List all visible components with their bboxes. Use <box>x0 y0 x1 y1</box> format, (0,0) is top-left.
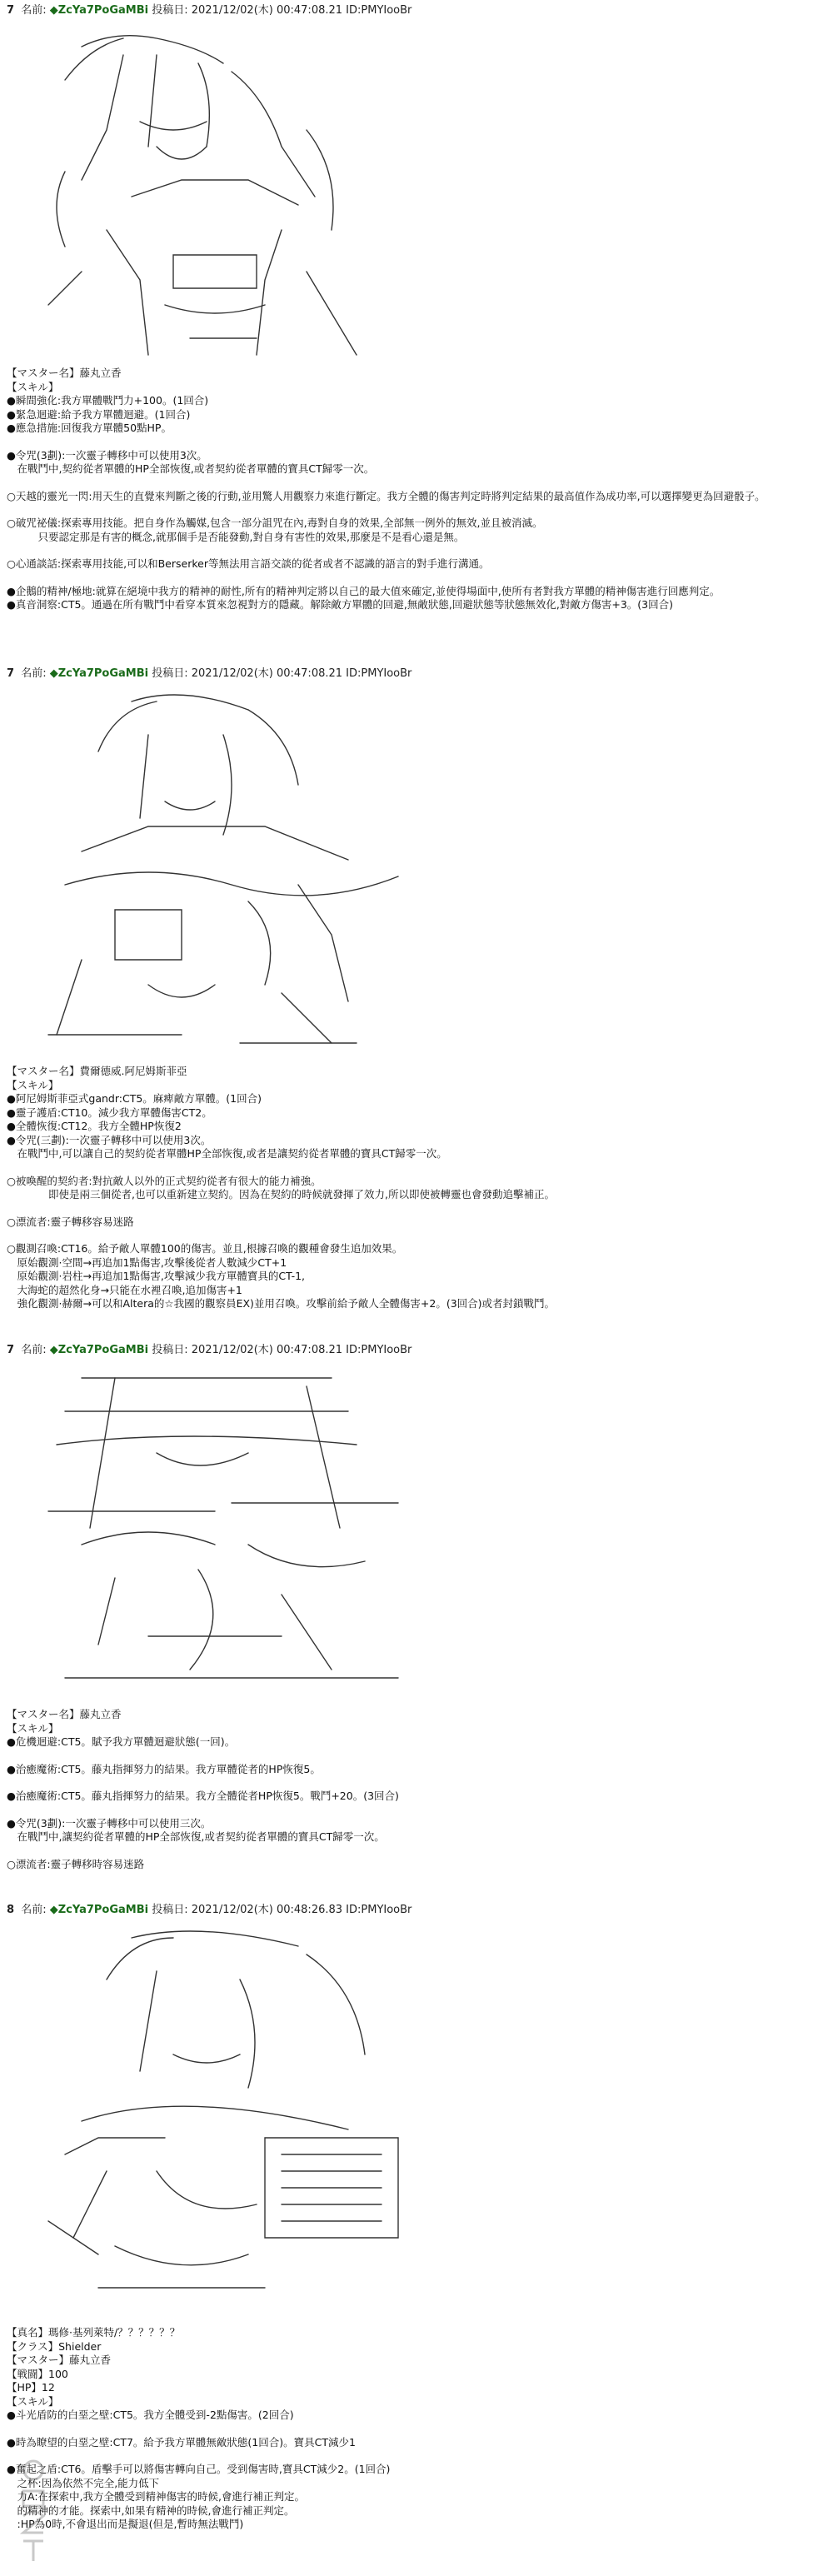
date-label: 投稿日: <box>152 1904 188 1916</box>
post-date: 2021/12/02(木) 00:47:08.21 <box>191 667 343 680</box>
date-label: 投稿日: <box>152 1344 188 1356</box>
post-id: ID:PMYIooBr <box>346 667 412 680</box>
line: ●瞬間強化:我方單體戰鬥力+100。(1回合) <box>7 394 209 407</box>
line: ○天越的靈光一閃:用天生的直覺來判斷之後的行動,並用驚人用觀察力來進行斷定。我方全體的傷害判定時將判定結果的最高值作為成功率,可以選擇變更為回避骰子。 <box>7 489 766 502</box>
line-gap <box>7 2423 823 2436</box>
line: ●令咒(三劃):一次靈子轉移中可以使用3次。 <box>7 1133 212 1146</box>
ascii-art-portrait <box>32 22 431 362</box>
line: ●治癒魔術:CT5。藤丸指揮努力的結果。我方全體從者HP恢復5。戰鬥+20。(3回合) <box>7 1790 399 1802</box>
post-header <box>7 666 826 681</box>
line-gap <box>7 436 823 449</box>
line-gap <box>7 2449 823 2463</box>
post-4 <box>7 1903 826 2532</box>
line: 【スキル】 <box>7 1078 59 1091</box>
line: 【マスター】藤丸立香 <box>7 2354 112 2366</box>
line-gap <box>7 1804 823 1817</box>
line: 原始觀測·岩柱→再追加1點傷害,攻擊減少我方單體寶具的CT-1, <box>7 1270 306 1282</box>
post-date: 2021/12/02(木) 00:47:08.21 <box>191 4 343 17</box>
line: ●緊急迴避:給予我方單體迴避。(1回合) <box>7 407 191 421</box>
line: ●全體恢復:CT12。我方全體HP恢復2 <box>7 1120 182 1132</box>
line: 力A:在探索中,我方全體受到精神傷害的時候,會進行補正判定。 <box>7 2490 305 2503</box>
poster-name: ◆ZcYa7PoGaMBi <box>49 1904 149 1916</box>
post-number[interactable]: 7 <box>7 4 15 17</box>
post-header <box>7 1343 826 1358</box>
poster-name: ◆ZcYa7PoGaMBi <box>49 1344 149 1356</box>
line: ○觀測召喚:CT16。給予敵人單體100的傷害。並且,根據召喚的觀種會發生追加效果。 <box>7 1242 403 1255</box>
line: ○心通談話:探索專用技能,可以和Berserker等無法用言語交談的從者或者不認識的語言的對手進行溝通。 <box>7 557 490 570</box>
post-number[interactable]: 8 <box>7 1904 15 1916</box>
post-id: ID:PMYIooBr <box>346 1904 412 1916</box>
line: ●應急措施:回復我方單體50點HP。 <box>7 422 172 434</box>
line: 【真名】瑪修·基列萊特/？？？？？？ <box>7 2326 181 2339</box>
site-watermark-logo <box>8 2458 58 2566</box>
line-gap <box>7 1776 823 1790</box>
date-label: 投稿日: <box>152 4 188 17</box>
line: 只要認定那是有害的概念,就那個手是否能發動,對自身有害性的效果,那麼是不是看心還是無。 <box>7 530 465 543</box>
line: ○漂流者:靈子轉移容易迷路 <box>7 1215 134 1228</box>
date-label: 投稿日: <box>152 667 188 680</box>
post-3 <box>7 1343 826 1871</box>
line: 【戦闘】100 <box>7 2367 68 2380</box>
line: 【HP】12 <box>7 2381 55 2394</box>
post-2 <box>7 666 826 1311</box>
line: ●真音洞察:CT5。通過在所有戰鬥中看穿本質來忽視對方的隱藏。解除敵方單體的回避,無敵狀態,回避狀態等狀態無效化,對敵方傷害+3。(3回合) <box>7 598 673 611</box>
line-gap <box>7 1229 823 1242</box>
line: ●時為瞭望的白堊之壁:CT7。給予我方單體無敵狀態(1回合)。寶具CT減少1 <box>7 2435 356 2449</box>
post-date: 2021/12/02(木) 00:47:08.21 <box>191 1344 343 1356</box>
ascii-art-portrait <box>32 685 431 1060</box>
line: ●危機迴避:CT5。賦予我方單體迴避狀態(一回)。 <box>7 1735 236 1748</box>
line: 的精神的才能。探索中,如果有精神的時候,會進行補正判定。 <box>7 2504 295 2517</box>
line-gap <box>7 477 823 490</box>
post-header <box>7 3 826 18</box>
line-gap <box>7 503 823 517</box>
line-gap <box>7 544 823 557</box>
line: 在戰鬥中,讓契約從者單體的HP全部恢復,或者契約從者單體的寶具CT歸零一次。 <box>7 1830 385 1843</box>
line: ●奮起之盾:CT6。盾擊手可以將傷害轉向自己。受到傷害時,寶具CT減少2。(1回合) <box>7 2463 391 2475</box>
post-number[interactable]: 7 <box>7 667 15 680</box>
name-label: 名前: <box>21 667 47 680</box>
line: ○被喚醒的契約者:對抗敵人以外的正式契約從者有很大的能力補強。 <box>7 1174 322 1187</box>
post-header <box>7 1903 826 1918</box>
line: 之杯:因為依然不完全,能力低下 <box>7 2476 160 2489</box>
line: 【マスター名】藤丸立香 <box>7 1708 122 1720</box>
line: 【マスター名】藤丸立香 <box>7 367 122 379</box>
ascii-art-portrait <box>32 1361 431 1703</box>
line: ●令咒(3劃):一次靈子轉移中可以使用三次。 <box>7 1816 212 1830</box>
line: 在戰鬥中,可以讓自己的契約從者單體HP全部恢復,或者是讓契約從者單體的寶具CT歸零一次。 <box>7 1147 447 1160</box>
line: 大海蛇的超然化身→只能在水裡召喚,追加傷害+1 <box>7 1283 242 1296</box>
poster-name: ◆ZcYa7PoGaMBi <box>49 667 149 680</box>
line-gap <box>7 572 823 585</box>
post-number[interactable]: 7 <box>7 1344 15 1356</box>
post-1 <box>7 3 826 612</box>
line: 即使是兩三個從者,也可以重新建立契約。因為在契約的時候就發揮了效力,所以即使被轉靈也會發動追擊補正。 <box>7 1188 555 1201</box>
name-label: 名前: <box>21 1904 47 1916</box>
line-gap <box>7 1202 823 1216</box>
line: 【マスター名】費爾德威.阿尼姆斯菲亞 <box>7 1065 187 1077</box>
line: ●阿尼姆斯菲亞式gandr:CT5。麻痺敵方單體。(1回合) <box>7 1092 262 1105</box>
post-id: ID:PMYIooBr <box>346 1344 412 1356</box>
line: ●企鵝的精神/極地:就算在絕境中我方的精神的耐性,所有的精神判定將以自己的最大值來確定,並使得場面中,使所有者對我方單體的精神傷害進行回應判定。 <box>7 584 721 597</box>
line: 【スキル】 <box>7 380 59 393</box>
post-date: 2021/12/02(木) 00:48:26.83 <box>191 1904 343 1916</box>
line: ○破咒祕儀:探索專用技能。把自身作為觸媒,包含一部分詛咒在內,毒對自身的效果,全部無一例外的無效,並且被消滅。 <box>7 517 543 529</box>
line-gap <box>7 1750 823 1763</box>
line: ●治癒魔術:CT5。藤丸指揮努力的結果。我方單體從者的HP恢復5。 <box>7 1762 321 1775</box>
line: 在戰鬥中,契約從者單體的HP全部恢復,或者契約從者單體的寶具CT歸零一次。 <box>7 462 375 475</box>
line: 【スキル】 <box>7 1721 59 1735</box>
line: 強化觀測·赫爾→可以和Altera的☆我國的觀察員EX)並用召喚。攻擊前給予敵人全體傷害+2。(3回合)或者封鎖戰鬥。 <box>7 1297 556 1310</box>
post-body <box>7 367 826 612</box>
post-id: ID:PMYIooBr <box>346 4 412 17</box>
line: :HP為0時,不會退出而是擬退(但是,暫時無法戰鬥) <box>7 2518 244 2530</box>
line: ●令咒(3劃):一次靈子轉移中可以使用3次。 <box>7 448 207 462</box>
line: 【スキル】 <box>7 2394 59 2408</box>
ascii-art-portrait <box>32 1921 431 2321</box>
line: ●靈子護盾:CT10。減少我方單體傷害CT2。 <box>7 1106 212 1119</box>
post-body <box>7 2326 826 2532</box>
name-label: 名前: <box>21 4 47 17</box>
line: 【クラス】Shielder <box>7 2339 102 2353</box>
line-gap <box>7 1161 823 1175</box>
line: ○漂流者:靈子轉移時容易迷路 <box>7 1857 145 1870</box>
line: 原始觀測·空間→再追加1點傷害,攻擊後從者人數減少CT+1 <box>7 1256 287 1269</box>
name-label: 名前: <box>21 1344 47 1356</box>
line: ●斗光盾防的白堊之壁:CT5。我方全體受到-2點傷害。(2回合) <box>7 2409 294 2421</box>
line-gap <box>7 1845 823 1858</box>
poster-name: ◆ZcYa7PoGaMBi <box>49 4 149 17</box>
post-body <box>7 1065 826 1311</box>
post-body <box>7 1708 826 1871</box>
